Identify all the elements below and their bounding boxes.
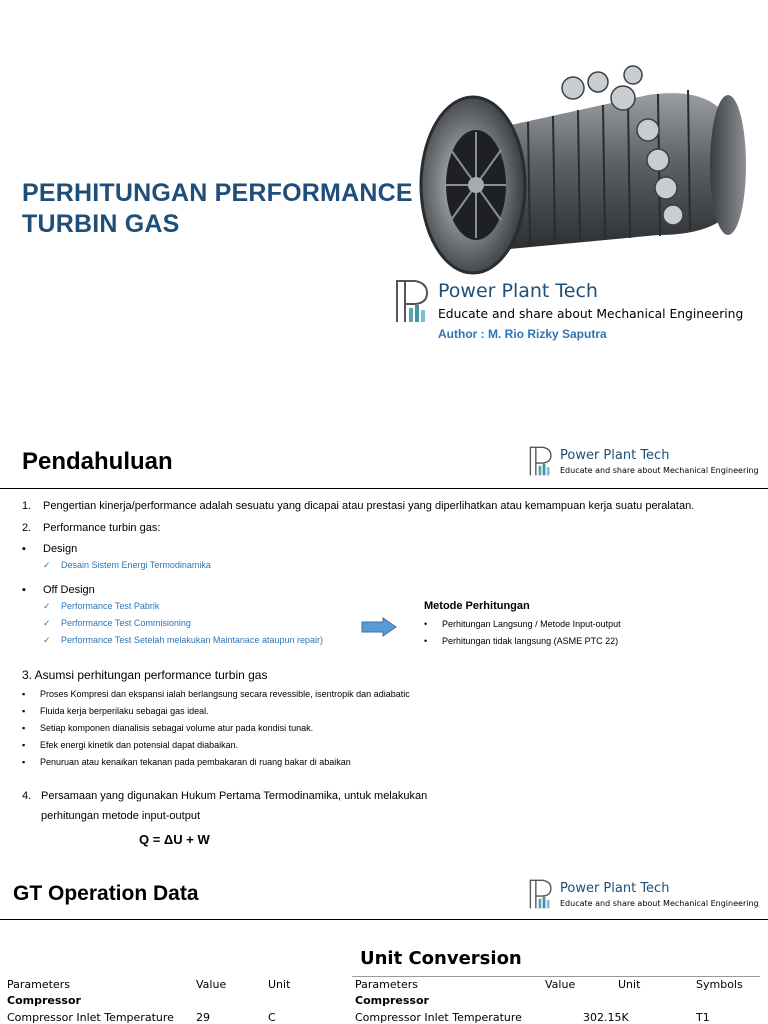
- divider: [0, 919, 768, 920]
- table-cell: Compressor Inlet Temperature: [7, 1011, 174, 1024]
- brand-name: Power Plant Tech: [560, 448, 670, 463]
- table-cell: 302.15K: [583, 1011, 629, 1024]
- table-section: Compressor: [355, 994, 429, 1007]
- slide-title-line1: PERHITUNGAN PERFORMANCE: [22, 179, 413, 207]
- assumption-item: Fluida kerja berperilaku sebagai gas ideal.: [40, 706, 209, 716]
- brand-tagline: Educate and share about Mechanical Engineering: [560, 466, 759, 475]
- table-header: Unit: [618, 978, 641, 991]
- sub-item: Desain Sistem Energi Termodinamika: [61, 560, 211, 570]
- table-cell: Compressor Inlet Temperature: [355, 1011, 522, 1024]
- table-header: Parameters: [7, 978, 70, 991]
- brand-block: [395, 278, 755, 348]
- list-number: 1.: [22, 500, 32, 512]
- table-header: Unit: [268, 978, 291, 991]
- brand-tagline: Educate and share about Mechanical Engineering: [560, 899, 759, 908]
- gas-turbine-image: [418, 60, 748, 275]
- slide-title: Pendahuluan: [22, 448, 173, 475]
- right-arrow-icon: [361, 617, 397, 637]
- bullet: •: [424, 619, 428, 629]
- table-cell: 29: [196, 1011, 210, 1024]
- table-cell: C: [268, 1011, 276, 1024]
- list-item: Off Design: [43, 584, 95, 596]
- slide-title: [22, 178, 413, 240]
- title-slide: [0, 0, 768, 410]
- assumption-item: Penuruan atau kenaikan tekanan pada pembakaran di ruang bakar di abaikan: [40, 757, 351, 767]
- power-plant-tech-logo-icon: [529, 878, 555, 910]
- table-header: Value: [545, 978, 576, 991]
- sub-item: Performance Test Pabrik: [61, 601, 160, 611]
- bullet: ▪: [22, 706, 26, 716]
- bullet: ▪: [22, 723, 26, 733]
- introduction-slide: [0, 430, 768, 860]
- check-mark-icon: ✓: [43, 560, 51, 570]
- bullet: ▪: [22, 584, 26, 596]
- table-header: Symbols: [696, 978, 743, 991]
- brand-name: Power Plant Tech: [560, 881, 670, 896]
- operation-data-slide: [0, 860, 768, 1024]
- brand-block: [529, 878, 759, 912]
- check-mark-icon: ✓: [43, 601, 51, 611]
- sub-item: Performance Test Commisioning: [61, 618, 191, 628]
- power-plant-tech-logo-icon: [395, 278, 433, 324]
- check-mark-icon: ✓: [43, 635, 51, 645]
- bullet: ▪: [22, 740, 26, 750]
- table-cell: T1: [696, 1011, 710, 1024]
- author-label: Author : M. Rio Rizky Saputra: [438, 327, 607, 341]
- brand-name: Power Plant Tech: [438, 280, 598, 302]
- divider: [352, 976, 760, 977]
- list-item: Performance turbin gas:: [43, 522, 161, 534]
- bullet: •: [424, 636, 428, 646]
- slide-title-line2: TURBIN GAS: [22, 210, 180, 238]
- table-subtitle: Unit Conversion: [360, 948, 522, 969]
- list-number: 4.: [22, 790, 32, 802]
- sub-item: Performance Test Setelah melakukan Maintanace ataupun repair): [61, 635, 323, 645]
- table-section: Compressor: [7, 994, 81, 1007]
- table-header: Parameters: [355, 978, 418, 991]
- assumption-item: Efek energi kinetik dan potensial dapat diabaikan.: [40, 740, 239, 750]
- section-heading: 3. Asumsi perhitungan performance turbin gas: [22, 668, 268, 682]
- list-item: Persamaan yang digunakan Hukum Pertama Termodinamika, untuk melakukan: [41, 790, 428, 802]
- brand-tagline: Educate and share about Mechanical Engineering: [438, 307, 744, 321]
- bullet: ▪: [22, 757, 26, 767]
- table-header: Value: [196, 978, 227, 991]
- method-item: Perhitungan tidak langsung (ASME PTC 22): [442, 636, 619, 646]
- power-plant-tech-logo-icon: [529, 445, 555, 477]
- check-mark-icon: ✓: [43, 618, 51, 628]
- equation: Q = ΔU + W: [139, 832, 210, 847]
- method-title: Metode Perhitungan: [424, 600, 530, 612]
- assumption-item: Proses Kompresi dan ekspansi ialah berlangsung secara revessible, isentropik dan adiabatic: [40, 689, 410, 699]
- brand-block: [529, 445, 759, 479]
- list-item: Pengertian kinerja/performance adalah sesuatu yang dicapai atau prestasi yang diperlihatkan atau kemampuan kerja suatu peralatan.: [43, 500, 695, 512]
- list-number: 2.: [22, 522, 32, 534]
- list-item-continued: perhitungan metode input-output: [41, 810, 201, 822]
- bullet: ▪: [22, 543, 26, 555]
- slide-title: GT Operation Data: [13, 882, 199, 905]
- divider: [0, 488, 768, 489]
- bullet: ▪: [22, 689, 26, 699]
- assumption-item: Setiap komponen dianalisis sebagai volume atur pada kondisi tunak.: [40, 723, 314, 733]
- method-item: Perhitungan Langsung / Metode Input-output: [442, 619, 621, 629]
- list-item: Design: [43, 543, 78, 555]
